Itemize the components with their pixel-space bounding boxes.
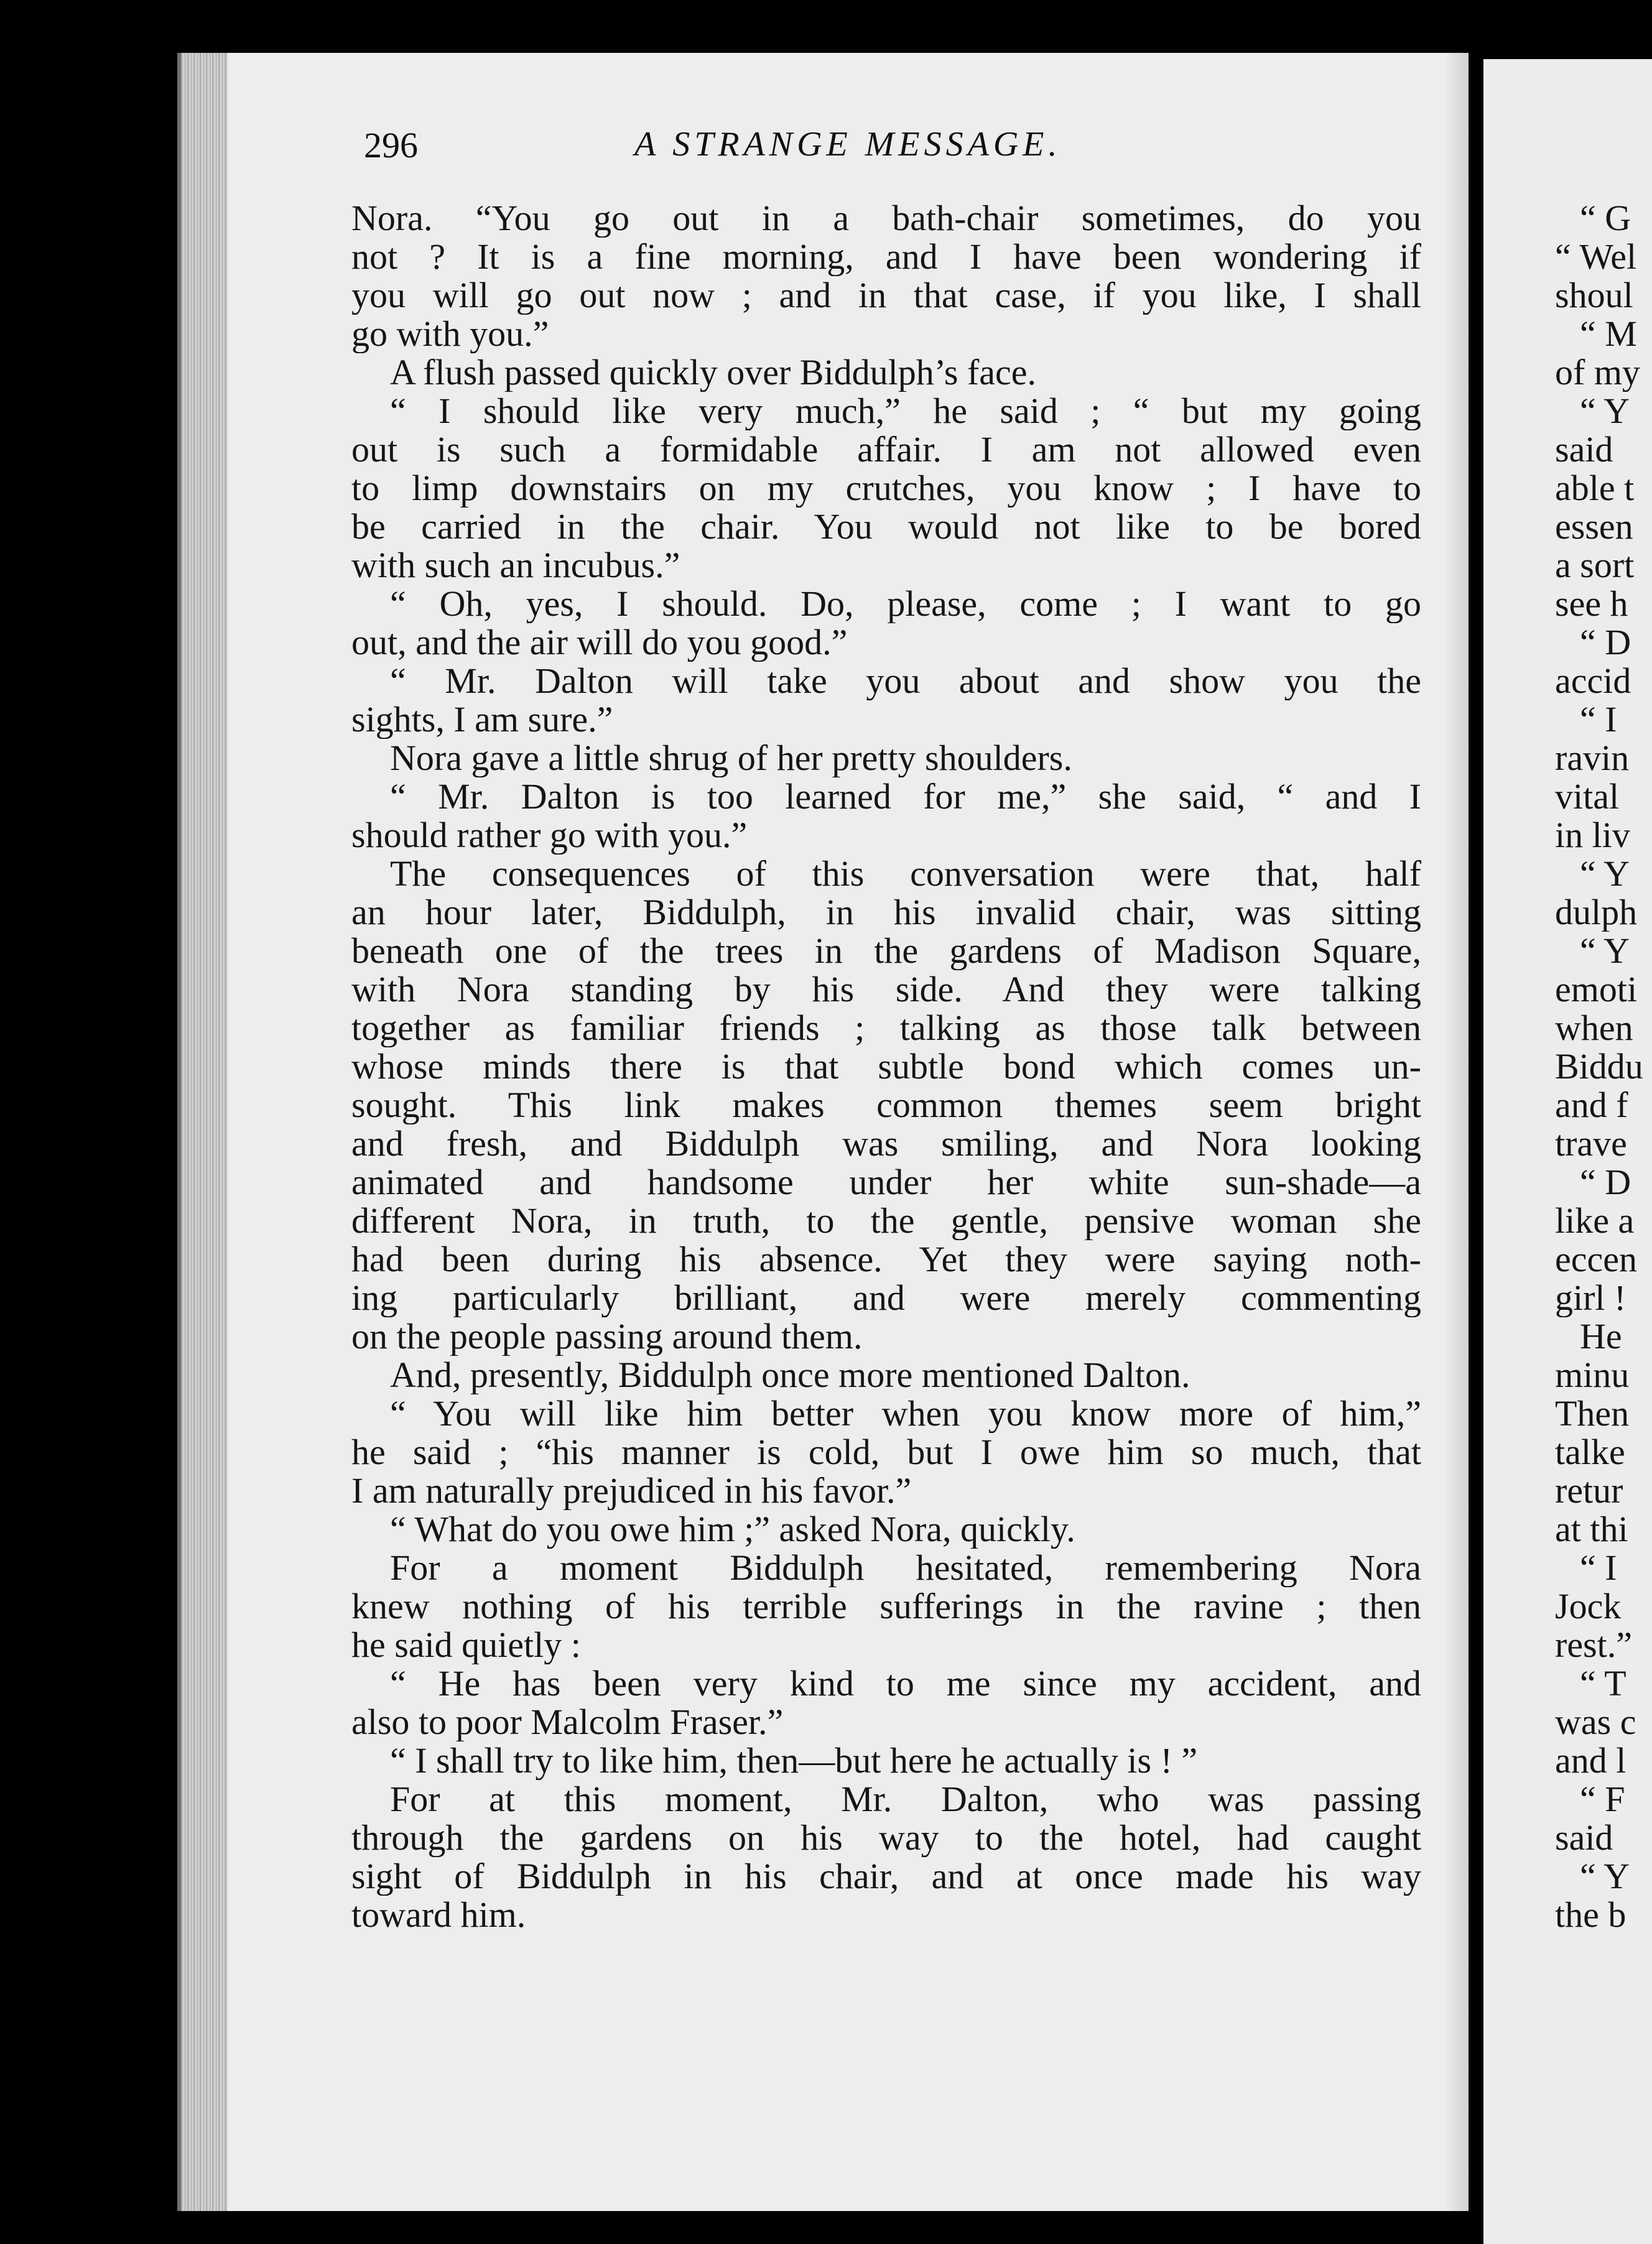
text-line-fragment: the b [1555,1896,1626,1934]
text-line-fragment: said [1555,430,1613,469]
text-line: “ He has been very kind to me since my accident, and [390,1664,1421,1703]
running-title: A STRANGE MESSAGE. [634,125,1062,164]
text-line-fragment: Jock [1555,1587,1622,1626]
text-line: ing particularly brilliant, and were merely commenting [351,1279,1421,1317]
page-number: 296 [364,125,418,165]
text-line: The consequences of this conversation were that, half [390,855,1421,893]
text-line: animated and handsome under her white sun-shade—a [351,1163,1421,1202]
text-line-fragment: see h [1555,585,1628,623]
text-line-fragment: girl ! [1555,1279,1626,1317]
text-line-fragment: essen [1555,508,1633,546]
text-line: “ What do you owe him ;” asked Nora, quickly. [390,1510,1075,1549]
text-line-fragment: “ D [1580,623,1631,662]
text-line-fragment: He [1580,1317,1622,1356]
text-line: “ You will like him better when you know more of him,” [390,1394,1421,1433]
text-line: sights, I am sure.” [351,700,613,739]
text-line-fragment: minu [1555,1356,1630,1394]
text-line: Nora gave a little shrug of her pretty shoulders. [390,739,1072,777]
text-line-fragment: of my [1555,353,1640,392]
text-line: knew nothing of his terrible sufferings in the ravine ; then [351,1587,1421,1626]
text-line: not ? It is a fine morning, and I have been wondering if [351,238,1421,276]
text-line: he said ; “his manner is cold, but I owe him so much, that [351,1433,1421,1472]
text-line: with such an incubus.” [351,546,680,585]
text-line-fragment: was c [1555,1703,1636,1741]
text-line: he said quietly : [351,1626,581,1664]
text-line: had been during his absence. Yet they were saying noth- [351,1240,1421,1279]
text-line: “ Mr. Dalton will take you about and show you the [390,662,1421,700]
left-page-text [351,199,1421,1934]
text-line-fragment: “ F [1580,1780,1625,1819]
text-line: and fresh, and Biddulph was smiling, and Nora looking [351,1124,1421,1163]
text-line: toward him. [351,1896,526,1934]
text-line: on the people passing around them. [351,1317,863,1356]
gutter-shadow [1444,53,1469,2211]
text-line: go with you.” [351,315,549,353]
text-line: And, presently, Biddulph once more mentioned Dalton. [390,1356,1190,1394]
text-line-fragment: “ T [1580,1664,1626,1703]
text-line-fragment: a sort [1555,546,1635,585]
text-line: “ I should like very much,” he said ; “ but my going [390,392,1421,430]
text-line: also to poor Malcolm Fraser.” [351,1703,784,1741]
text-line-fragment: talke [1555,1433,1625,1472]
running-head [364,124,1415,174]
text-line-fragment: said [1555,1819,1613,1857]
text-line-fragment: eccen [1555,1240,1637,1279]
text-line-fragment: dulph [1555,893,1638,932]
text-line: Nora. “You go out in a bath-chair sometimes, do you [351,199,1421,238]
text-line: sought. This link makes common themes seem bright [351,1086,1421,1124]
text-line: should rather go with you.” [351,816,748,855]
text-line: you will go out now ; and in that case, if you like, I shall [351,276,1421,315]
text-line-fragment: “ G [1580,199,1631,238]
text-line-fragment: Then [1555,1394,1630,1433]
text-line: out, and the air will do you good.” [351,623,848,662]
text-line-fragment: “ Y [1580,855,1630,893]
text-line: beneath one of the trees in the gardens of Madison Square, [351,932,1421,970]
text-line-fragment: trave [1555,1124,1627,1163]
text-line: an hour later, Biddulph, in his invalid chair, was sitting [351,893,1421,932]
text-line-fragment: “ I [1580,700,1617,739]
text-line: A flush passed quickly over Biddulph’s face. [390,353,1036,392]
text-line: with Nora standing by his side. And they were talking [351,970,1421,1009]
text-line-fragment: at thi [1555,1510,1628,1549]
text-line: out is such a formidable affair. I am not allowed even [351,430,1421,469]
page-edges [181,53,228,2211]
text-line-fragment: “ I [1580,1549,1617,1587]
text-line-fragment: rest.” [1555,1626,1632,1664]
text-line-fragment: “ M [1580,315,1637,353]
text-line-fragment: and f [1555,1086,1628,1124]
text-line-fragment: shoul [1555,276,1633,315]
text-line-fragment: “ Y [1580,1857,1630,1896]
text-line-fragment: Biddu [1555,1047,1643,1086]
text-line: together as familiar friends ; talking as those talk between [351,1009,1421,1047]
text-line: whose minds there is that subtle bond which comes un- [351,1047,1421,1086]
text-line: For at this moment, Mr. Dalton, who was passing [390,1780,1421,1819]
text-line-fragment: when [1555,1009,1633,1047]
text-line: For a moment Biddulph hesitated, remembering Nora [390,1549,1421,1587]
text-line-fragment: accid [1555,662,1631,700]
text-line: different Nora, in truth, to the gentle, pensive woman she [351,1202,1421,1240]
text-line-fragment: and l [1555,1741,1626,1780]
text-line: sight of Biddulph in his chair, and at once made his way [351,1857,1421,1896]
text-line-fragment: “ Y [1580,932,1630,970]
text-line: be carried in the chair. You would not like to be bored [351,508,1421,546]
text-line-fragment: like a [1555,1202,1635,1240]
text-line-fragment: emoti [1555,970,1638,1009]
text-line: to limp downstairs on my crutches, you know ; I have to [351,469,1421,508]
text-line: “ I shall try to like him, then—but here he actually is ! ” [390,1741,1198,1780]
text-line-fragment: ravin [1555,739,1630,777]
text-line: I am naturally prejudiced in his favor.” [351,1472,912,1510]
text-line: through the gardens on his way to the hotel, had caught [351,1819,1421,1857]
text-line-fragment: able t [1555,469,1635,508]
text-line-fragment: vital [1555,777,1620,816]
text-line-fragment: retur [1555,1472,1623,1510]
text-line-fragment: “ D [1580,1163,1631,1202]
text-line-fragment: “ Y [1580,392,1630,430]
text-line-fragment: in liv [1555,816,1630,855]
text-line: “ Mr. Dalton is too learned for me,” she said, “ and I [390,777,1421,816]
text-line-fragment: “ Wel [1555,238,1637,276]
right-page-text [1555,199,1648,1934]
text-line: “ Oh, yes, I should. Do, please, come ; I want to go [390,585,1421,623]
